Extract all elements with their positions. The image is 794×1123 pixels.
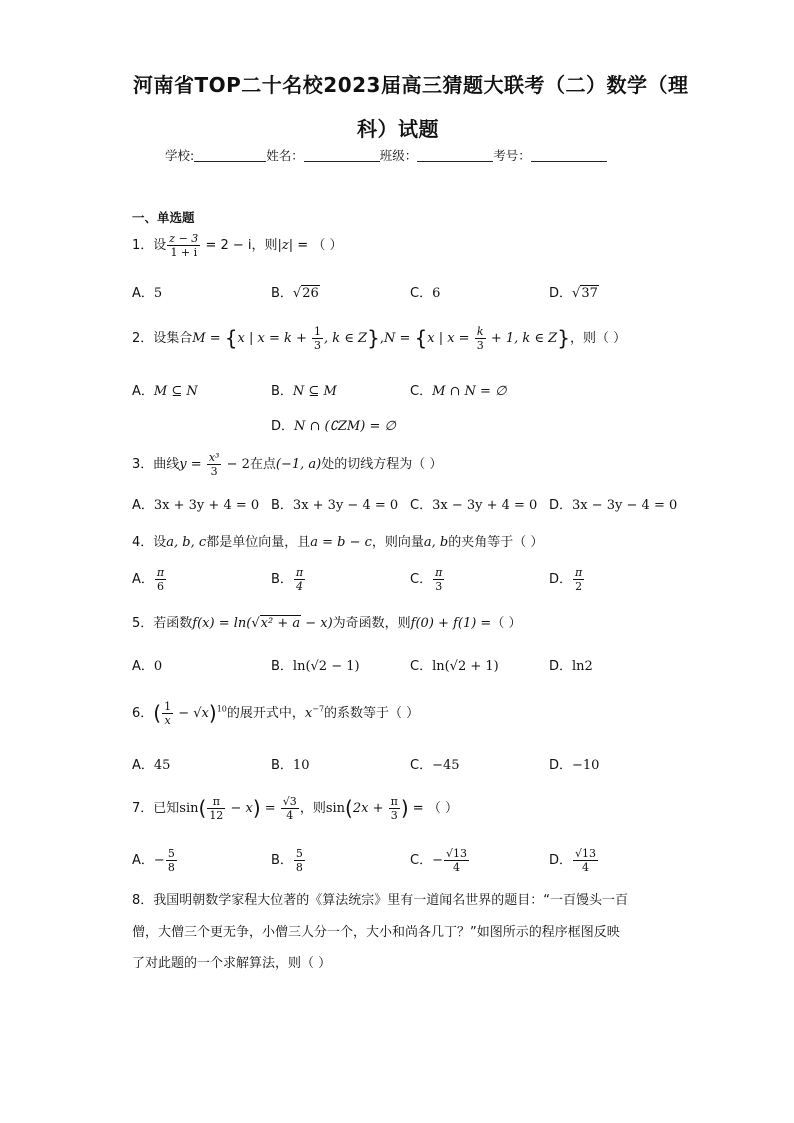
stem-text: 曲线 <box>153 457 180 472</box>
option-label: C． <box>410 853 433 868</box>
student-info-fields <box>165 146 607 164</box>
question-5-option-b[interactable] <box>271 655 360 674</box>
option-label: A． <box>132 659 154 674</box>
option-text: 37 <box>581 286 598 301</box>
question-5-option-d[interactable] <box>549 655 593 674</box>
option-text: ln(√2 + 1) <box>432 659 499 674</box>
fraction-denominator: 3 <box>210 465 218 478</box>
fraction <box>475 325 486 352</box>
question-7-option-a[interactable] <box>132 847 178 874</box>
question-6-stem: 6．( $\frac{1}{x}$ − √x)$^{10}$的展开式中，$x^{-7}$的系数等于（ ） <box>132 700 420 727</box>
class-blank[interactable] <box>417 149 493 162</box>
point: (−1, a) <box>275 457 322 472</box>
fraction-numerator: z − 3 <box>169 232 199 245</box>
fraction-denominator: 8 <box>167 861 175 874</box>
option-label: B． <box>271 659 293 674</box>
option-label: D． <box>549 659 573 674</box>
question-3-option-d[interactable] <box>549 494 677 513</box>
fraction-denominator: 2 <box>575 580 583 593</box>
radicand: x² + a <box>260 616 301 631</box>
school-blank[interactable] <box>194 149 266 162</box>
question-2-option-c[interactable] <box>410 380 506 399</box>
question-number: 2． <box>132 331 154 346</box>
question-4-option-d[interactable] <box>549 566 585 593</box>
function: f(x) = ln( <box>192 616 252 631</box>
option-text: 10 <box>292 758 310 773</box>
question-8-stem-line-3: 了对此题的一个求解算法，则（ ） <box>132 956 332 971</box>
fraction-denominator: 4 <box>582 861 590 874</box>
fraction <box>166 847 177 874</box>
option-label: B． <box>271 498 293 513</box>
option-label: C． <box>410 572 433 587</box>
stem-text: 设集合 <box>153 331 193 346</box>
stem-text: = （ ） <box>293 238 343 253</box>
stem-text: 的夹角等于（ ） <box>448 535 544 550</box>
fraction-denominator: 4 <box>452 861 460 874</box>
option-label: D． <box>271 419 295 434</box>
set-builder: x | x = <box>427 331 474 346</box>
question-number: 6． <box>132 706 154 721</box>
stem-text: ，则 <box>299 801 326 816</box>
question-7-option-d[interactable] <box>549 847 599 874</box>
question-3-option-b[interactable] <box>271 494 398 513</box>
option-label: B． <box>271 853 293 868</box>
fraction-denominator: 12 <box>209 809 224 822</box>
fraction-numerator: π <box>435 566 443 579</box>
function: − x) <box>301 616 333 631</box>
fraction <box>444 847 469 874</box>
equation: y = <box>179 457 206 472</box>
question-8-stem-line-2: 僧，大僧三个更无争，小僧三人分一个，大小和尚各几丁？”如图所示的程序框图反映 <box>132 925 620 940</box>
option-label: D． <box>549 853 573 868</box>
question-number: 4． <box>132 535 154 550</box>
question-3-option-a[interactable] <box>132 494 259 513</box>
function-name: sin <box>179 801 199 816</box>
question-number: 3． <box>132 457 154 472</box>
option-text: 6 <box>432 286 441 301</box>
fraction <box>573 847 598 874</box>
fraction <box>167 232 200 259</box>
stem-text: ，则向量 <box>371 535 424 550</box>
option-sign: − <box>153 853 165 868</box>
stem-text: = 2 − i，则 <box>201 238 278 253</box>
question-8-stem-line-1 <box>132 889 628 908</box>
option-label: D． <box>549 498 573 513</box>
equation: − 2 <box>222 457 250 472</box>
fraction-numerator: √13 <box>575 847 597 860</box>
set-builder: + 1, k ∈ Z <box>486 331 558 346</box>
question-number: 1． <box>132 238 154 253</box>
stem-text: 若函数 <box>153 616 193 631</box>
fraction-denominator: 1 + i <box>170 246 198 259</box>
page-title-line-2: 科）试题 <box>357 117 439 141</box>
set-name: M <box>192 331 206 346</box>
fraction-numerator: π <box>207 795 225 809</box>
term: x <box>304 706 313 721</box>
question-3-option-c[interactable] <box>410 494 537 513</box>
question-7-stem: 7．已知sin( $\frac{\pi}{12}$ − x) = $\frac{√3}{4}$ ，则sin(2x + $\frac{\pi}{3}$ ) = （ ） <box>132 795 458 822</box>
page-title-line-1: 河南省TOP二十名校2023届高三猜题大联考（二）数学（理 <box>133 73 689 97</box>
question-6-option-b[interactable] <box>271 754 309 773</box>
fraction-numerator: √3 <box>282 795 297 808</box>
stem-text: （ ） <box>491 616 522 631</box>
exponent: 10 <box>216 704 227 714</box>
option-text: M ⊆ N <box>153 384 198 399</box>
question-7-option-c[interactable] <box>410 847 470 874</box>
option-text: −45 <box>432 758 460 773</box>
option-label: C． <box>410 758 433 773</box>
question-4-stem <box>132 531 543 550</box>
expression: − √x <box>174 706 209 721</box>
fraction-numerator: √13 <box>445 847 467 860</box>
option-text: 45 <box>153 758 171 773</box>
option-sign: − <box>432 853 443 868</box>
fraction <box>281 795 299 822</box>
question-6-option-c[interactable] <box>410 754 460 773</box>
fraction-numerator: 1 <box>164 700 172 713</box>
option-label: A． <box>132 498 154 513</box>
stem-text: 的展开式中， <box>226 706 305 721</box>
fraction <box>294 566 305 593</box>
question-1-option-d[interactable]: D．√37 <box>549 286 598 301</box>
question-3-stem <box>132 451 442 478</box>
question-1-option-c[interactable] <box>410 282 440 301</box>
option-text: M ∩ N = ∅ <box>432 384 507 399</box>
exam-no-label: 考号： <box>493 148 531 163</box>
question-number: 8． <box>132 893 154 908</box>
option-label: B． <box>271 572 293 587</box>
option-label: C． <box>410 384 433 399</box>
question-5-option-c[interactable] <box>410 655 499 674</box>
question-4-option-b[interactable] <box>271 566 306 593</box>
stem-text: 的系数等于（ ） <box>324 706 420 721</box>
option-text: 3x − 3y + 4 = 0 <box>432 498 538 513</box>
question-4-option-c[interactable] <box>410 566 445 593</box>
fraction-denominator: 3 <box>435 580 443 593</box>
option-label: C． <box>410 286 433 301</box>
question-5-option-a[interactable] <box>132 655 162 674</box>
option-label: B． <box>271 286 293 301</box>
question-2-stem: 2．设集合M = {x | x = k + $\frac{1}{3}$ , k ∈ Z},N = {x | x = $\frac{k}{3}$ + 1, k ∈ Z}，则（ ） <box>132 325 627 352</box>
exam-no-blank[interactable] <box>531 149 607 162</box>
stem-text: 设 <box>153 535 167 550</box>
option-label: A． <box>132 853 154 868</box>
question-2-option-a[interactable] <box>132 380 198 399</box>
option-text: 5 <box>153 286 163 301</box>
vectors: a, b, c <box>166 535 207 550</box>
fraction <box>162 700 173 727</box>
option-text: 0 <box>153 659 163 674</box>
option-text: 3x + 3y − 4 = 0 <box>292 498 399 513</box>
abs-value: |z| <box>277 238 294 253</box>
name-blank[interactable] <box>304 149 380 162</box>
fraction-denominator: 4 <box>286 809 294 822</box>
set-builder: , k ∈ Z <box>324 331 368 346</box>
question-6-option-a[interactable] <box>132 754 170 773</box>
option-text: N ⊆ M <box>292 384 337 399</box>
fraction-denominator: x <box>164 714 171 727</box>
stem-text: ，则（ ） <box>569 331 627 346</box>
question-2-option-d[interactable] <box>271 415 396 434</box>
option-label: D． <box>549 758 573 773</box>
fraction <box>294 847 305 874</box>
question-1-option-b[interactable]: B．√26 <box>271 286 319 301</box>
stem-text: 处的切线方程为（ ） <box>321 457 443 472</box>
fraction <box>312 325 323 352</box>
fraction-denominator: 6 <box>157 580 165 593</box>
expression: 2x + <box>352 801 388 816</box>
question-4-option-a[interactable] <box>132 566 167 593</box>
fraction-numerator: π <box>156 566 165 579</box>
stem-text: 在点 <box>249 457 276 472</box>
fraction-denominator: 8 <box>295 861 303 874</box>
section-heading: 一、单选题 <box>132 210 195 225</box>
school-label: 学校: <box>165 148 195 163</box>
stem-text: 我国明朝数学家程大位著的《算法统宗》里有一道闻名世界的题目：“一百馒头一百 <box>153 893 629 908</box>
stem-text: = （ ） <box>408 801 458 816</box>
fraction-denominator: 3 <box>390 809 398 822</box>
equation: a = b − c <box>310 535 372 550</box>
fraction-denominator: 4 <box>296 580 304 593</box>
expression: f(0) + f(1) = <box>410 616 492 631</box>
option-text: 3x + 3y + 4 = 0 <box>153 498 260 513</box>
fraction-numerator: k <box>475 325 486 339</box>
fraction <box>155 566 166 593</box>
fraction-numerator: π <box>575 566 583 579</box>
function-name: sin <box>325 801 346 816</box>
option-label: A． <box>132 572 154 587</box>
stem-text: 设 <box>153 238 167 253</box>
option-label: D． <box>549 572 573 587</box>
vectors: a, b <box>423 535 449 550</box>
question-7-option-b[interactable] <box>271 847 306 874</box>
fraction-numerator: 1 <box>314 325 322 338</box>
fraction <box>433 566 444 593</box>
question-number: 5． <box>132 616 154 631</box>
question-number: 7． <box>132 801 154 816</box>
exponent: −7 <box>312 704 325 714</box>
class-label: 班级： <box>379 148 418 163</box>
set-builder: x | x = k + <box>237 331 312 346</box>
fraction <box>573 566 584 593</box>
question-5-stem: 5．若函数f(x) = ln(√x² + a − x)为奇函数，则f(0) + f(1) =（ ） <box>132 616 522 631</box>
fraction-numerator: π <box>295 566 304 579</box>
question-1-option-a[interactable] <box>132 282 162 301</box>
question-2-option-b[interactable] <box>271 380 337 399</box>
abs-variable: z <box>281 238 289 253</box>
fraction-denominator: 3 <box>314 339 322 352</box>
stem-text: 都是单位向量，且 <box>206 535 311 550</box>
option-text: 26 <box>302 286 319 301</box>
set-name: N <box>383 331 396 346</box>
option-text: N ∩ (∁ZM) = ∅ <box>294 419 396 434</box>
option-label: A． <box>132 384 154 399</box>
option-label: D． <box>549 286 573 301</box>
option-text: 3x − 3y − 4 = 0 <box>572 498 678 513</box>
option-text: ln(√2 − 1) <box>292 659 360 674</box>
question-6-option-d[interactable] <box>549 754 599 773</box>
fraction-numerator: x³ <box>208 451 220 464</box>
option-label: A． <box>132 286 154 301</box>
fraction-numerator: 5 <box>167 847 175 860</box>
question-1-stem <box>132 232 342 259</box>
expression: − x <box>226 801 253 816</box>
fraction-numerator: π <box>390 795 398 808</box>
stem-text: 已知 <box>153 801 180 816</box>
fraction <box>207 451 222 478</box>
option-label: C． <box>410 659 433 674</box>
option-text: ln2 <box>572 659 593 674</box>
stem-text: 为奇函数，则 <box>332 616 411 631</box>
option-label: B． <box>271 384 293 399</box>
name-label: 姓名： <box>266 148 304 163</box>
option-label: B． <box>271 758 293 773</box>
option-label: A． <box>132 758 154 773</box>
fraction <box>207 795 225 822</box>
fraction-denominator: 3 <box>476 339 484 352</box>
option-label: C． <box>410 498 433 513</box>
fraction-numerator: 5 <box>295 847 303 860</box>
option-text: −10 <box>572 758 600 773</box>
fraction <box>389 795 400 822</box>
